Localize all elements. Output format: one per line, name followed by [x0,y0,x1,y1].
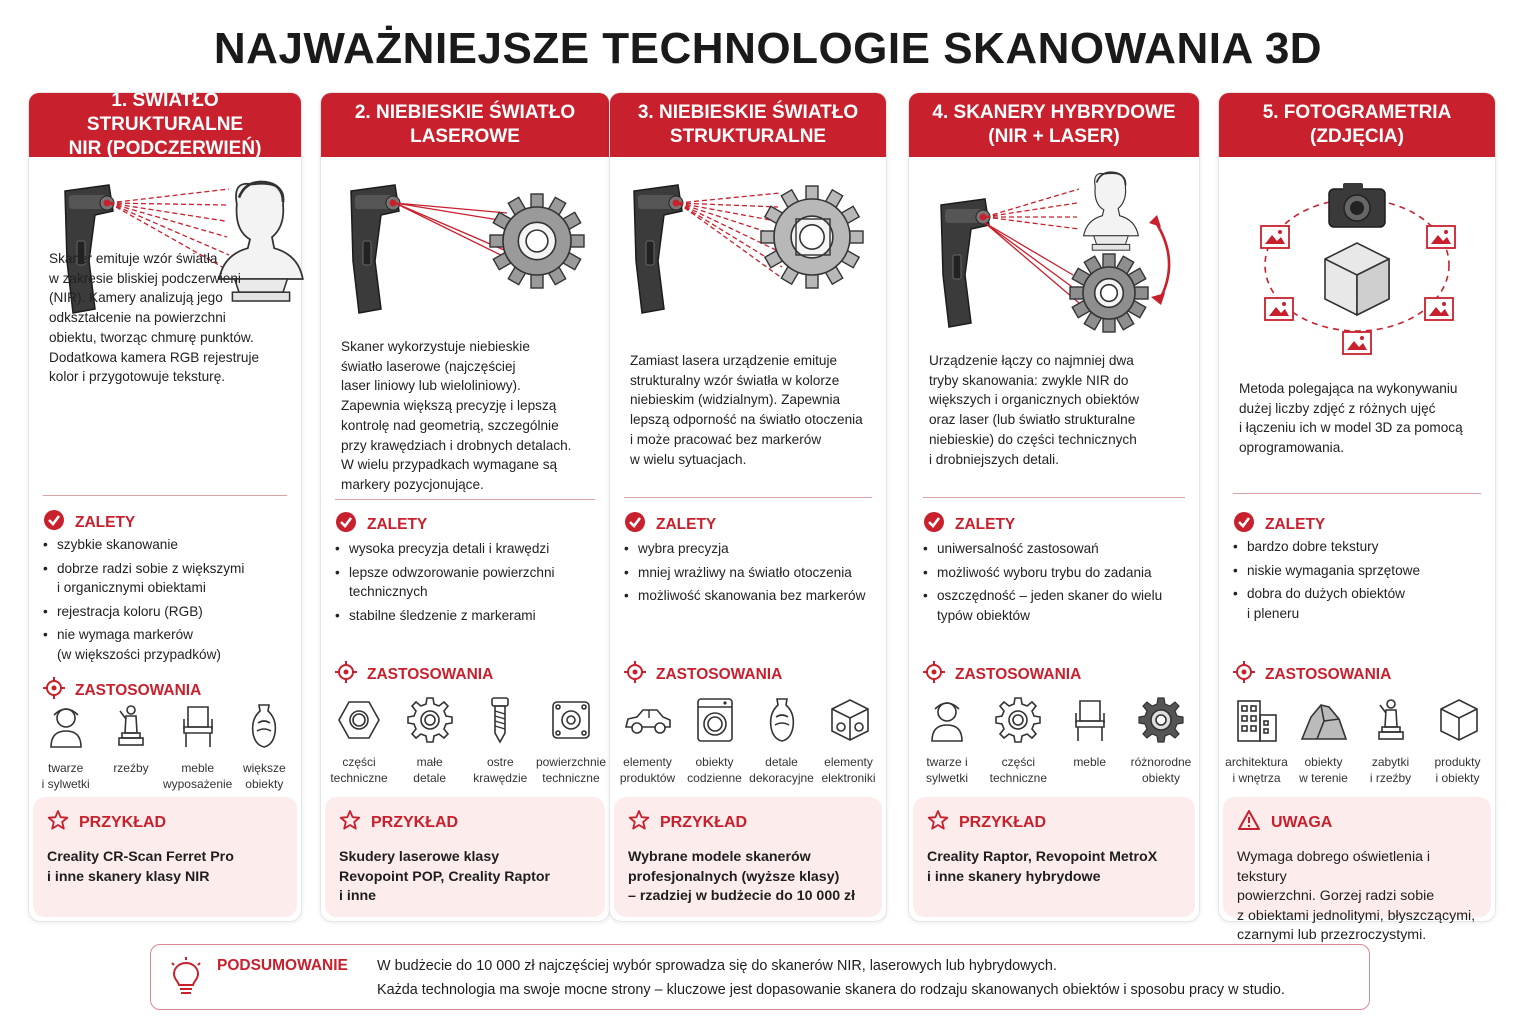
column-title: 1. ŚWIATŁO STRUKTURALNE NIR (PODCZERWIEŃ) [68,90,262,159]
applications-row [614,695,882,786]
application-label: różnorodne obiekty [1130,755,1192,785]
pro-item: • mniej wrażliwy na światło otoczenia [624,563,876,583]
application-label: produkty i obiekty [1434,755,1481,785]
chair-icon [1065,695,1115,750]
summary-label: PODSUMOWANIE [217,957,348,974]
summary-box [150,944,1370,1010]
column-description: Skaner wykorzystuje niebieskie światło laserowe (najczęściej laser liniowy lub wieloliniowy). Zapewnia większą precyzję i lepszą kontrolę nad geometrią, szczególnie przy krawędziach i drobnych detalach. W wielu przypadkach wymagane są markery pozycjonujące. [341,339,572,492]
target-icon [1233,661,1255,688]
section-divider [43,495,287,496]
check-circle-icon [43,509,65,536]
column-title: 3. NIEBIESKIE ŚWIATŁO STRUKTURALNE [637,102,859,147]
applications-label: ZASTOSOWANIA [1265,665,1392,683]
example-label: PRZYKŁAD [660,813,748,831]
check-circle-icon [335,511,357,538]
pros-list [1233,537,1485,627]
column-description: Urządzenie łączy co najmniej dwa tryby skanowania: zwykle NIR do większych i organicznych obiektów oraz laser (lub światło strukturalne niebieskie) do części technicznych i drobniejszych detali. [929,353,1140,467]
column-illustration [321,163,609,343]
bust-icon [922,695,972,750]
pros-list [624,539,876,610]
pros-label: ZALETY [955,515,1016,533]
rock-icon [1299,695,1349,750]
pro-item: • oszczędność – jeden skaner do wielu typów obiektów [923,586,1189,625]
pro-item: • rejestracja koloru (RGB) [43,602,291,622]
application-label: meble wyposażenie [162,761,233,791]
pro-item: • dobrze radzi sobie z większymi i organicznymi obiektami [43,559,291,598]
cube-part-icon [824,695,874,750]
application-item [1056,695,1124,786]
pro-item: • wybra precyzja [624,539,876,559]
note-box [1223,797,1491,943]
application-label: zabytki i rzeźby [1369,755,1412,785]
column-title: 4. SKANERY HYBRYDOWE (NIR + LASER) [932,102,1176,147]
application-label: części techniczne [330,755,388,785]
page-title: NAJWAŻNIEJSZE TECHNOLOGIE SKANOWANIA 3D [213,24,1323,73]
bust-icon [41,701,91,756]
applications-row [913,695,1195,786]
pros-list [335,539,599,629]
section-divider [624,497,872,498]
application-item [466,695,534,786]
blue-laser-scanner-illustration [321,163,611,343]
application-label: meble [1073,755,1106,769]
application-label: rzeźby [113,761,149,775]
tech-column-2 [320,92,610,922]
example-text: Skudery laserowe klasy Revopoint POP, Creality Raptor i inne [339,849,551,904]
example-text: Creality Raptor, Revopoint MetroX i inne skanery hybrydowe [927,849,1158,885]
tech-column-1 [28,92,302,922]
example-label: PRZYKŁAD [959,813,1047,831]
example-text: Creality CR-Scan Ferret Pro i inne skanery klasy NIR [47,849,234,885]
lightbulb-icon [169,957,203,1002]
application-item [1290,695,1357,786]
statue-icon [106,701,156,756]
column-illustration [610,163,886,343]
pro-item: • bardzo dobre tekstury [1233,537,1485,557]
pro-item: • niskie wymagania sprzętowe [1233,561,1485,581]
application-label: części techniczne [989,755,1048,785]
application-label: architektura i wnętrza [1225,755,1288,785]
pro-item: • wysoka precyzja detali i krawędzi [335,539,599,559]
column-title: 5. FOTOGRAMETRIA (ZDJĘCIA) [1262,102,1452,147]
pro-item: • stabilne śledzenie z markerami [335,606,599,626]
application-item [1223,695,1290,786]
application-item [325,695,393,786]
example-box [614,797,882,917]
building-icon [1232,695,1282,750]
column-illustration [909,163,1199,343]
section-divider [923,497,1185,498]
example-label: PRZYKŁAD [371,813,459,831]
applications-heading [923,661,1081,688]
blue-structured-light-illustration [610,163,888,343]
pros-heading [923,511,1015,538]
application-item [1127,695,1195,786]
application-label: obiekty codzienne [687,755,742,785]
application-item [1357,695,1424,786]
screw-icon [475,695,525,750]
applications-heading [43,677,201,704]
pros-heading [335,511,427,538]
star-icon [628,809,650,836]
pros-heading [624,511,716,538]
application-item [681,695,748,786]
applications-row [325,695,605,786]
applications-label: ZASTOSOWANIA [75,681,202,699]
pro-item: • możliwość wyboru trybu do zadania [923,563,1189,583]
applications-heading [624,661,782,688]
example-label: PRZYKŁAD [79,813,167,831]
application-label: większe obiekty [242,761,286,791]
pros-list [923,539,1189,629]
pro-item: • szybkie skanowanie [43,535,291,555]
applications-label: ZASTOSOWANIA [955,665,1082,683]
application-item [232,701,297,792]
check-circle-icon [1233,511,1255,538]
pros-heading [1233,511,1325,538]
chair-icon [173,701,223,756]
application-item [614,695,681,786]
photogrammetry-illustration [1219,163,1497,353]
application-label: twarze i sylwetki [41,761,90,791]
pros-label: ZALETY [656,515,717,533]
warning-icon [1237,809,1261,836]
column-header [321,93,609,157]
application-label: twarze i sylwetki [925,755,968,785]
pro-item: • dobra do dużych obiektów i pleneru [1233,584,1485,623]
pro-item: • możliwość skanowania bez markerów [624,586,876,606]
applications-row [33,701,297,792]
vase-icon [239,701,289,756]
application-item [984,695,1052,786]
application-label: elementy elektroniki [821,755,876,785]
application-label: ostre krawędzie [473,755,528,785]
application-item [98,701,163,792]
column-illustration [1219,163,1495,343]
applications-label: ZASTOSOWANIA [367,665,494,683]
pro-item: • nie wymaga markerów (w większości przypadków) [43,625,291,664]
application-item [396,695,464,786]
application-label: detale dekoracyjne [749,755,814,785]
applications-label: ZASTOSOWANIA [656,665,783,683]
column-header [610,93,886,157]
example-box [325,797,605,917]
washer-icon [690,695,740,750]
pros-label: ZALETY [367,515,428,533]
nut-icon [334,695,384,750]
hybrid-scanner-illustration [909,163,1201,343]
tech-column-4 [908,92,1200,922]
application-item [164,701,232,792]
column-description: Zamiast lasera urządzenie emituje strukturalny wzór światła w kolorze niebieskim (widzialnym). Zapewnia lepszą odporność na światło otoczenia i może pracować bez markerów w wielu sytuacjach. [630,353,863,467]
application-item [537,695,605,786]
column-header [29,90,301,159]
vase-icon [757,695,807,750]
summary-line-2: Każda technologia ma swoje mocne strony – kluczowe jest dopasowanie skanera do rodzaju skanowanych obiektów i sposobu pracy w studio. [377,982,1285,998]
star-icon [47,809,69,836]
application-item [33,701,98,792]
application-item [815,695,882,786]
machine-part-icon [1136,695,1186,750]
application-item [1424,695,1491,786]
tech-column-5 [1218,92,1496,943]
column-header [1219,93,1495,157]
pros-label: ZALETY [75,513,136,531]
column-title: 2. NIEBIESKIE ŚWIATŁO LASEROWE [354,102,576,147]
application-label: elementy produktów [619,755,676,785]
check-circle-icon [923,511,945,538]
car-icon [623,695,673,750]
application-label: powierzchnie techniczne [535,755,606,785]
applications-row [1223,695,1491,786]
gear-icon [993,695,1043,750]
column-header [909,93,1199,157]
column-description: Metoda polegająca na wykonywaniu dużej liczby zdjęć z różnych ujęć i łączeniu ich w model 3D za pomocą oprogramowania. [1239,381,1463,456]
pro-item: • uniwersalność zastosowań [923,539,1189,559]
application-label: małe detale [413,755,446,785]
example-box [33,797,297,917]
application-label: obiekty w terenie [1299,755,1348,785]
example-text: Wymaga dobrego oświetlenia i tekstury powierzchni. Gorzej radzi sobie z obiektami jednolitymi, błyszczącymi, czarnymi lub przezroczystymi. [1237,849,1476,943]
example-label: UWAGA [1271,813,1333,831]
statue-icon [1366,695,1416,750]
application-item [748,695,815,786]
pro-item: • lepsze odwzorowanie powierzchni technicznych [335,563,599,602]
pros-list [43,535,291,668]
star-icon [927,809,949,836]
example-text: Wybrane modele skanerów profesjonalnych (wyższe klasy) – rzadziej w budżecie do 10 000 zł [628,849,856,904]
tech-column-3 [609,92,887,922]
target-icon [624,661,646,688]
example-box [913,797,1195,917]
summary-line-1: W budżecie do 10 000 zł najczęściej wybór sprowadza się do skanerów NIR, laserowych lub hybrydowych. [377,958,1057,974]
applications-heading [1233,661,1391,688]
star-icon [339,809,361,836]
application-item [913,695,981,786]
column-description: Skaner emituje wzór światła w zakresie bliskiej podczerwieni (NIR). Kamery analizują jego odkształcenie na powierzchni obiektu, tworząc chmurę punktów. Dodatkowa kamera RGB rejestruje kolor i przygotowuje teksturę. [49,251,260,385]
pros-label: ZALETY [1265,515,1326,533]
block-icon [546,695,596,750]
section-divider [335,499,595,500]
applications-heading [335,661,493,688]
box-icon [1433,695,1483,750]
pros-heading [43,509,135,536]
check-circle-icon [624,511,646,538]
target-icon [923,661,945,688]
section-divider [1233,493,1481,494]
target-icon [335,661,357,688]
target-icon [43,677,65,704]
gear-icon [405,695,455,750]
